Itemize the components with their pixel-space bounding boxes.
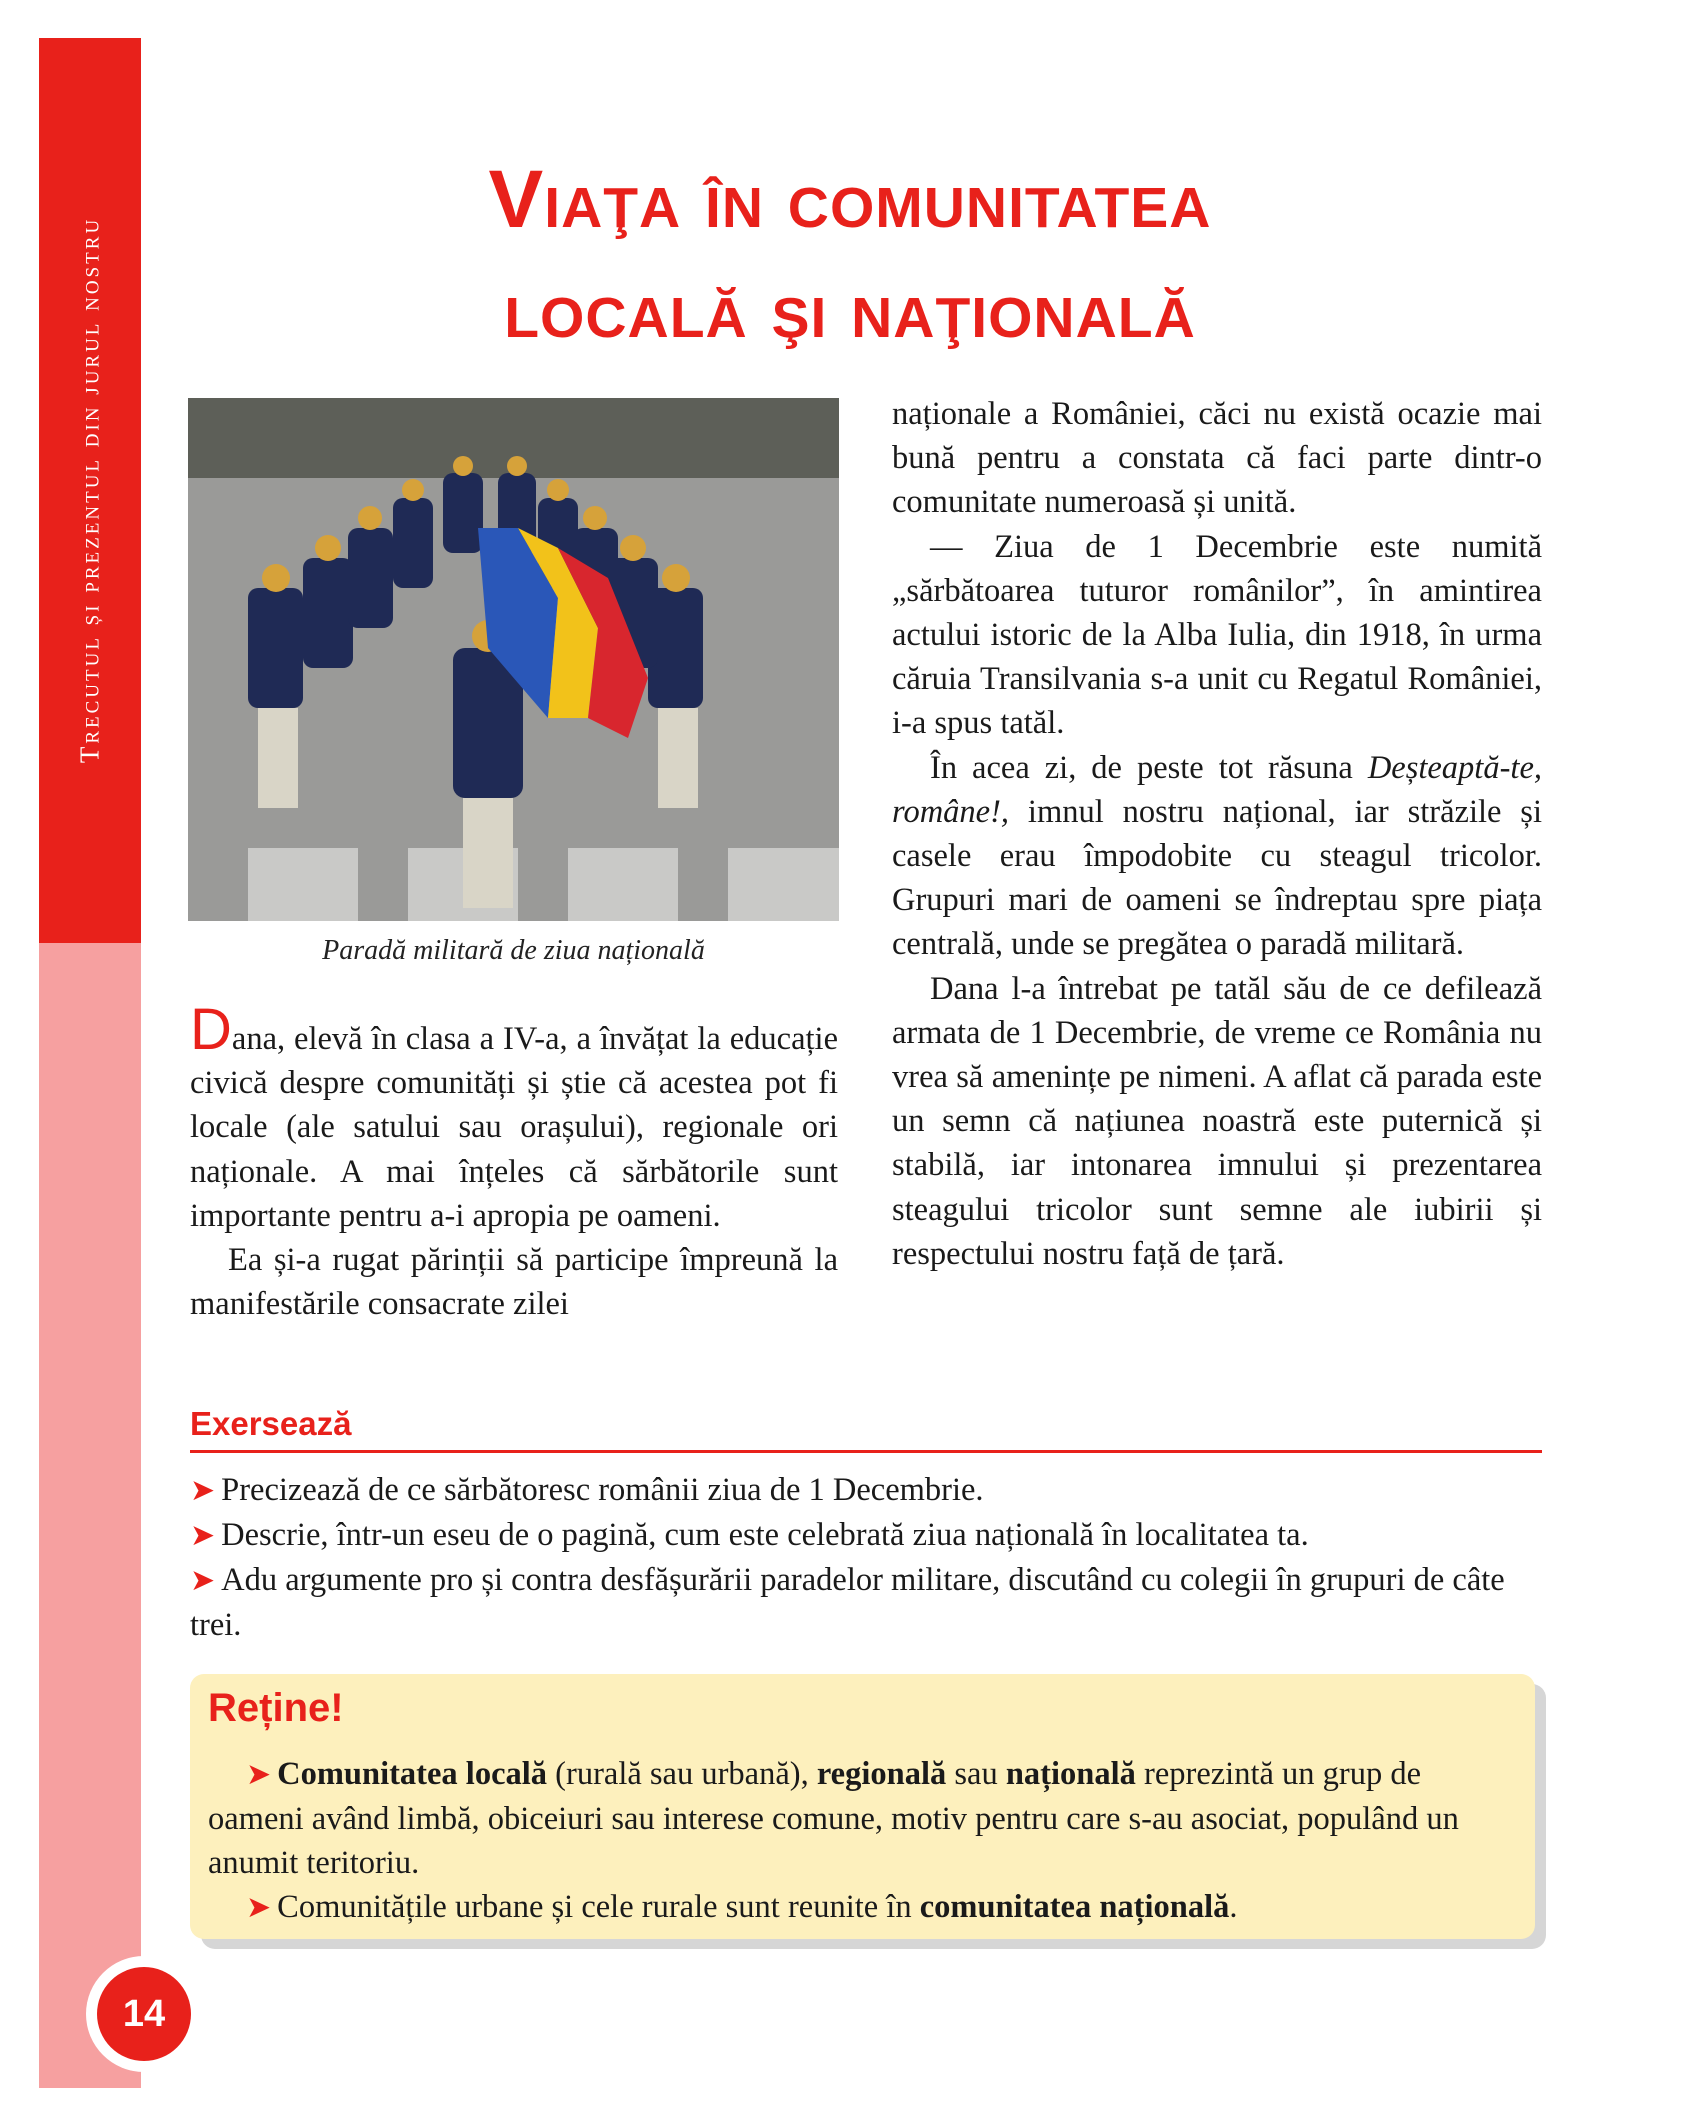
- page-title-line2: locală şi naţională: [504, 264, 1196, 355]
- retine-text: reprezintă un grup de oameni având limbă, obiceiuri sau interese comune, motiv pentru care s-au asociat, populând un anumit teritoriu.: [208, 1756, 1459, 1881]
- photo-caption: Paradă militară de ziua națională: [322, 935, 705, 966]
- term-regional: regională: [816, 1756, 947, 1792]
- exercise-item-text: Adu argumente pro și contra desfășurării paradelor militare, discutând cu colegii în grupuri de câte trei.: [190, 1562, 1505, 1643]
- retine-heading: Reține!: [208, 1686, 344, 1730]
- parade-photo: [188, 398, 839, 921]
- retine-text: Comunitățile urbane și cele rurale sunt reunite în: [277, 1889, 920, 1925]
- parade-photo-illustration: [188, 398, 839, 921]
- retine-text: .: [1229, 1889, 1238, 1925]
- paragraph: [892, 746, 1542, 967]
- paragraph: naționale a României, căci nu există ocazie mai bună pentru a constata că faci parte dintr-o comunitate numeroasă și unită.: [892, 396, 1542, 521]
- paragraph-text: ana, elevă în clasa a IV-a, a învățat la educație civică despre comunități și știe că acestea pot fi locale (ale satului sau orașului), regionale ori naționale. A mai înțeles că sărbătorile sunt importante pentru a-i apropia pe oameni.: [190, 1021, 838, 1234]
- text-column-left: [190, 997, 838, 1326]
- arrow-bullet-icon: ➤: [246, 1757, 272, 1792]
- paragraph: [190, 997, 838, 1238]
- paragraph-text: În acea zi, de peste tot răsuna: [930, 749, 1368, 786]
- exercise-item-text: Descrie, într-un eseu de o pagină, cum este celebrată ziua națională în localitatea ta.: [221, 1517, 1309, 1553]
- exercise-item: [190, 1468, 1542, 1513]
- retine-content: [208, 1752, 1518, 1930]
- drop-cap: D: [190, 997, 232, 1062]
- chapter-title: Trecutul și prezentul din jurul nostru: [74, 216, 105, 764]
- term-local: Comunitatea locală: [277, 1756, 548, 1792]
- page-number: 14: [97, 1967, 191, 2061]
- exercise-heading: Exersează: [190, 1405, 352, 1442]
- arrow-bullet-icon: ➤: [190, 1473, 216, 1508]
- retine-text: sau: [946, 1756, 1006, 1792]
- page-title-line1: Viaţa în comunitatea: [488, 154, 1212, 245]
- text-column-right: [892, 392, 1542, 1276]
- term-national: națională: [1005, 1756, 1136, 1792]
- sidebar-pink-band: [39, 943, 141, 2088]
- exercise-item: [190, 1558, 1542, 1647]
- exercise-divider: [190, 1450, 1542, 1453]
- exercise-item-text: Precizează de ce sărbătoresc românii ziua de 1 Decembrie.: [221, 1472, 984, 1508]
- exercise-list: [190, 1468, 1542, 1647]
- retine-paragraph: [208, 1752, 1518, 1885]
- term-national-community: comunitatea națională: [919, 1889, 1230, 1925]
- exercise-item: [190, 1513, 1542, 1558]
- retine-text: (rurală sau urbană),: [547, 1756, 817, 1792]
- paragraph: Dana l-a întrebat pe tatăl său de ce defilează armata de 1 Decembrie, de vreme ce România nu vrea să amenințe pe nimeni. A aflat că parada este un semn că națiunea noastră este puternică și stabilă, iar intonarea imnului și prezentarea steagului tricolor sunt semne ale iubirii și respectului nostru față de țară.: [892, 970, 1542, 1272]
- arrow-bullet-icon: ➤: [246, 1890, 272, 1925]
- arrow-bullet-icon: ➤: [190, 1518, 216, 1553]
- paragraph: Ea și-a rugat părinții să participe împreună la manifestările consacrate zilei: [190, 1242, 838, 1323]
- paragraph: — Ziua de 1 Decembrie este numită „sărbătoarea tuturor românilor”, în amintirea actului istoric de la Alba Iulia, din 1918, în urma căruia Transilvania s-a unit cu Regatul României, i-a spus tatăl.: [892, 528, 1542, 742]
- page-title: [300, 145, 1400, 365]
- arrow-bullet-icon: ➤: [190, 1563, 216, 1598]
- paragraph-text: imnul nostru național, iar străzile și casele erau împodobite cu steagul tricolor. Grupuri mari de oameni se îndreptau spre piața centrală, unde se pregătea o paradă militară.: [892, 793, 1542, 963]
- retine-paragraph: [208, 1885, 1518, 1930]
- anthem-title: Deșteaptă-te, române!,: [892, 749, 1542, 830]
